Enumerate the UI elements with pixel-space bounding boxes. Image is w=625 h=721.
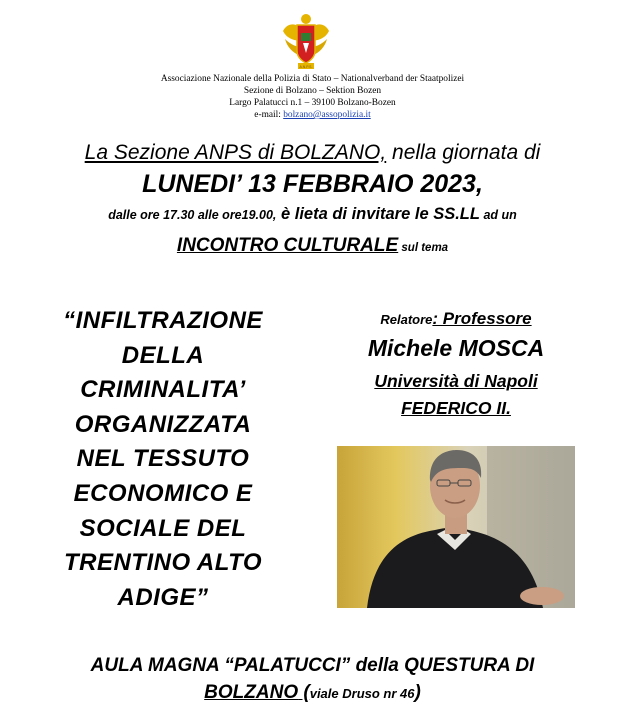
svg-text:A.N.P.S.: A.N.P.S.	[299, 65, 313, 69]
title-line: CRIMINALITA’	[80, 376, 246, 404]
title-line: ECONOMICO E	[73, 479, 253, 507]
venue-line-2: BOLZANO (viale Druso nr 46)	[204, 682, 421, 703]
title-line: SOCIALE DEL	[79, 514, 247, 542]
speaker-title: : Professore	[432, 309, 532, 328]
venue-line-1: AULA MAGNA “PALATUCCI” della QUESTURA DI	[90, 655, 535, 676]
venue-city: BOLZANO	[204, 682, 299, 703]
title-line: ADIGE”	[117, 583, 209, 611]
title-line: DELLA	[121, 341, 205, 369]
title-line: ORGANIZZATA	[74, 410, 252, 438]
event-date-line: LUNEDI’ 13 FEBBRAIO 2023,	[142, 170, 483, 198]
association-address: Largo Palatucci n.1 – 39100 Bolzano-Bozen	[229, 98, 396, 108]
speaker-photo	[337, 446, 575, 608]
email-line	[90, 110, 535, 121]
speaker-name: Michele MOSCA	[367, 335, 545, 361]
invite-line-1-rest: nella giornata di	[386, 141, 541, 164]
title-line: “INFILTRAZIONE	[63, 307, 263, 334]
speaker-label: Relatore	[380, 312, 433, 327]
title-line: TRENTINO ALTO	[63, 549, 263, 577]
email-label: e-mail:	[254, 110, 281, 120]
invite-line-1	[0, 141, 625, 165]
event-date: LUNEDI’ 13 FEBBRAIO 2023	[142, 170, 476, 198]
event-hours: dalle ore 17.30 alle ore19.00,	[108, 208, 277, 222]
event-type: INCONTRO CULTURALE	[176, 235, 399, 256]
speaker-university-name: FEDERICO II.	[401, 398, 511, 418]
section-org: La Sezione ANPS di BOLZANO,	[84, 141, 387, 164]
invite-text: è lieta di invitare le SS.LL	[276, 205, 480, 223]
hours-line: dalle ore 17.30 alle ore19.00, è lieta di invitare le SS.LL ad un	[108, 205, 517, 223]
speaker-university: Università di Napoli	[374, 371, 538, 391]
email-link[interactable]: bolzano@assopolizia.it	[283, 110, 371, 120]
anps-coat-of-arms-icon	[281, 11, 331, 73]
venue-address: viale Druso nr 46	[309, 686, 415, 701]
event-type-line: INCONTRO CULTURALE sul tema	[176, 235, 449, 256]
section-name: Sezione di Bolzano – Sektion Bozen	[243, 86, 382, 96]
speaker-title-line	[322, 309, 590, 329]
talk-title	[22, 304, 304, 615]
association-name: Associazione Nazionale della Polizia di Stato – Nationalverband der Staatpolizei	[160, 74, 465, 84]
title-line: NEL TESSUTO	[76, 445, 250, 473]
